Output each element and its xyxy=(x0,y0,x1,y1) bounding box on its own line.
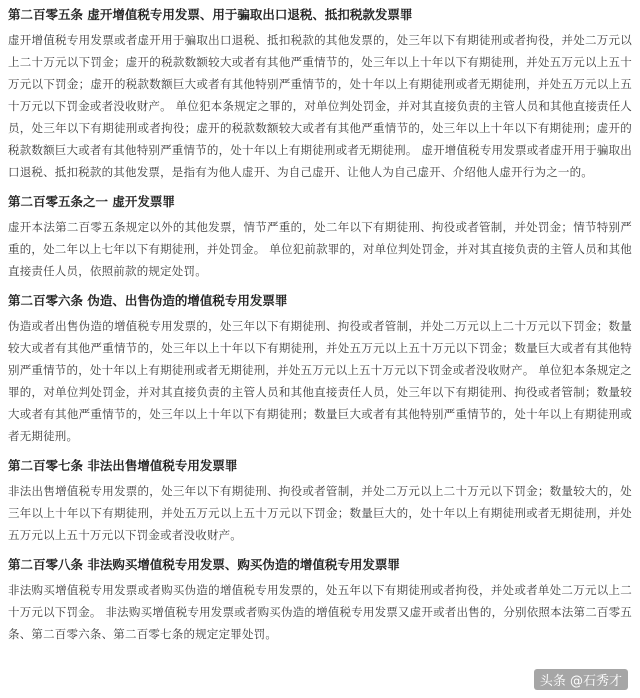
article-206 xyxy=(8,292,632,447)
article-207 xyxy=(8,457,632,546)
article-205-1 xyxy=(8,193,632,282)
article-title: 第二百零五条之一 虚开发票罪 xyxy=(8,194,175,209)
article-205 xyxy=(8,6,632,183)
article-body: 虚开本法第二百零五条规定以外的其他发票，情节严重的，处二年以下有期徒刑、拘役或者管制，并处罚金；情节特别严重的，处二年以上七年以下有期徒刑，并处罚金。 单位犯前款罪的，对单位判处罚金，并对其直接负责的主管人员和其他直接责任人员，依照前款的规定处罚。 xyxy=(8,220,632,278)
article-body: 非法购买增值税专用发票或者购买伪造的增值税专用发票的，处五年以下有期徒刑或者拘役，并处或者单处二万元以上二十万元以下罚金。 非法购买增值税专用发票或者购买伪造的增值税专用发票又虚开或者出售的，分别依照本法第二百零五条、第二百零六条、第二百零七条的规定定罪处罚。 xyxy=(8,583,632,641)
article-title: 第二百零五条 虚开增值税专用发票、用于骗取出口退税、抵扣税款发票罪 xyxy=(8,7,413,22)
article-title: 第二百零七条 非法出售增值税专用发票罪 xyxy=(8,458,238,473)
article-title: 第二百零八条 非法购买增值税专用发票、购买伪造的增值税专用发票罪 xyxy=(8,557,400,572)
watermark: 头条 @石秀才 xyxy=(534,669,628,690)
article-body: 虚开增值税专用发票或者虚开用于骗取出口退税、抵扣税款的其他发票的，处三年以下有期徒刑或者拘役，并处二万元以上二十万元以下罚金；虚开的税款数额较大或者有其他严重情节的，处三年以上十年以下有期徒刑，并处五万元以上五十万元以下罚金；虚开的税款数额巨大或者有其他特别严重情节的，处十年以上有期徒刑或者无期徒刑，并处五万元以上五十万元以下罚金或者没收财产。 单位犯本条规定之罪的，对单位判处罚金，并对其直接负责的主管人员和其他直接责任人员，处三年以下有期徒刑或者拘役；虚开的税款数额较大或者有其他严重情节的，处三年以上十年以下有期徒刑；虚开的税款数额巨大或者有其他特别严重情节的，处十年以上有期徒刑或者无期徒刑。 虚开增值税专用发票或者虚开用于骗取出口退税、抵扣税款的其他发票，是指有为他人虚开、为自己虚开、让他人为自己虚开、介绍他人虚开行为之一的。 xyxy=(8,33,632,179)
article-title: 第二百零六条 伪造、出售伪造的增值税专用发票罪 xyxy=(8,293,288,308)
article-body: 伪造或者出售伪造的增值税专用发票的，处三年以下有期徒刑、拘役或者管制，并处二万元以上二十万元以下罚金；数量较大或者有其他严重情节的，处三年以上十年以下有期徒刑，并处五万元以上五十万元以下罚金；数量巨大或者有其他特别严重情节的，处十年以上有期徒刑或者无期徒刑，并处五万元以上五十万元以下罚金或者没收财产。 单位犯本条规定之罪的，对单位判处罚金，并对其直接负责的主管人员和其他直接责任人员，处三年以下有期徒刑、拘役或者管制；数量较大或者有其他严重情节的，处三年以上十年以下有期徒刑；数量巨大或者有其他特别严重情节的，处十年以上有期徒刑或者无期徒刑。 xyxy=(8,319,632,443)
article-body: 非法出售增值税专用发票的，处三年以下有期徒刑、拘役或者管制，并处二万元以上二十万元以下罚金；数量较大的，处三年以上十年以下有期徒刑，并处五万元以上五十万元以下罚金；数量巨大的，处十年以上有期徒刑或者无期徒刑，并处五万元以上五十万元以下罚金或者没收财产。 xyxy=(8,484,632,542)
article-208 xyxy=(8,556,632,645)
